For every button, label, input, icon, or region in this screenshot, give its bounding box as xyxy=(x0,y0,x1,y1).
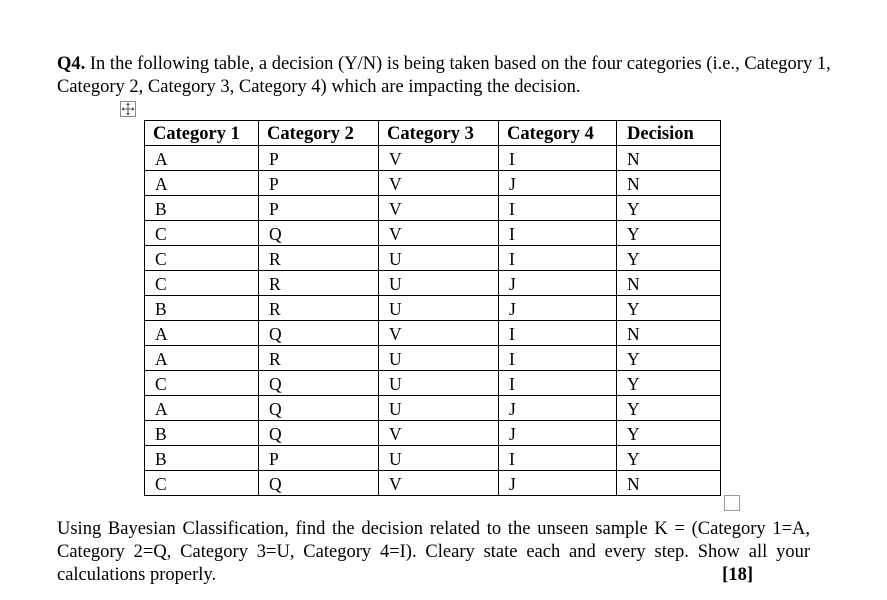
cell-category-4: J xyxy=(499,296,617,321)
cell-category-3: V xyxy=(379,471,499,496)
cell-category-2: R xyxy=(259,271,379,296)
table-move-handle-icon[interactable] xyxy=(120,101,136,117)
table-row xyxy=(145,246,721,271)
table-row xyxy=(145,421,721,446)
cell-category-4: I xyxy=(499,246,617,271)
cell-category-1: C xyxy=(145,471,259,496)
cell-decision: Y xyxy=(617,346,721,371)
cell-category-4: I xyxy=(499,146,617,171)
cell-category-4: J xyxy=(499,471,617,496)
cell-category-4: I xyxy=(499,346,617,371)
question-paragraph xyxy=(57,53,837,99)
table-row xyxy=(145,346,721,371)
cell-decision: Y xyxy=(617,246,721,271)
cell-category-1: C xyxy=(145,221,259,246)
cell-category-1: C xyxy=(145,371,259,396)
header-category-4: Category 4 xyxy=(499,121,617,146)
cell-category-4: I xyxy=(499,321,617,346)
task-text: Using Bayesian Classification, find the decision related to the unseen sample K = (Category 1=A, Category 2=Q, Category 3=U, Category 4=I). Cleary state each and every step. Show all your calculations properly. xyxy=(57,519,810,585)
cell-category-2: R xyxy=(259,246,379,271)
header-category-3: Category 3 xyxy=(379,121,499,146)
cell-category-4: I xyxy=(499,221,617,246)
header-decision: Decision xyxy=(617,121,721,146)
cell-category-3: U xyxy=(379,396,499,421)
header-category-2: Category 2 xyxy=(259,121,379,146)
cell-category-2: Q xyxy=(259,321,379,346)
header-category-1: Category 1 xyxy=(145,121,259,146)
cell-category-3: V xyxy=(379,171,499,196)
cell-category-4: J xyxy=(499,171,617,196)
cell-category-1: A xyxy=(145,321,259,346)
cell-category-1: B xyxy=(145,196,259,221)
cell-decision: N xyxy=(617,471,721,496)
cell-category-2: R xyxy=(259,296,379,321)
cell-category-1: A xyxy=(145,146,259,171)
marks-label: [18] xyxy=(722,565,753,585)
cell-category-1: B xyxy=(145,421,259,446)
table-row xyxy=(145,221,721,246)
table-body xyxy=(145,146,721,496)
cell-category-3: V xyxy=(379,196,499,221)
cell-decision: Y xyxy=(617,421,721,446)
cell-category-1: C xyxy=(145,246,259,271)
cell-category-4: I xyxy=(499,446,617,471)
cell-category-3: U xyxy=(379,246,499,271)
cell-category-1: A xyxy=(145,346,259,371)
cell-category-3: U xyxy=(379,271,499,296)
cell-category-2: Q xyxy=(259,471,379,496)
table-row xyxy=(145,171,721,196)
table-row xyxy=(145,321,721,346)
question-text: In the following table, a decision (Y/N) is being taken based on the four categories (i.e., Category 1, Category 2, Category 3, Category 4) which are impacting the decision. xyxy=(57,54,831,97)
table-header-row xyxy=(145,121,721,146)
task-paragraph xyxy=(57,518,810,587)
table-row xyxy=(145,196,721,221)
table-row xyxy=(145,146,721,171)
cell-category-1: C xyxy=(145,271,259,296)
cell-category-3: U xyxy=(379,296,499,321)
cell-decision: Y xyxy=(617,196,721,221)
decision-table xyxy=(144,120,721,496)
table-row xyxy=(145,396,721,421)
resize-square-icon[interactable] xyxy=(724,495,740,511)
cell-category-2: P xyxy=(259,146,379,171)
cell-category-2: Q xyxy=(259,421,379,446)
cell-category-1: A xyxy=(145,396,259,421)
cell-category-1: B xyxy=(145,296,259,321)
cell-decision: N xyxy=(617,321,721,346)
cell-decision: N xyxy=(617,146,721,171)
cell-category-3: U xyxy=(379,346,499,371)
cell-category-2: Q xyxy=(259,221,379,246)
cell-decision: Y xyxy=(617,296,721,321)
cell-category-4: J xyxy=(499,421,617,446)
cell-category-3: V xyxy=(379,146,499,171)
cell-category-3: V xyxy=(379,421,499,446)
table-row xyxy=(145,446,721,471)
cell-category-4: I xyxy=(499,196,617,221)
cell-category-1: B xyxy=(145,446,259,471)
cell-decision: N xyxy=(617,171,721,196)
cell-category-3: U xyxy=(379,446,499,471)
cell-category-4: J xyxy=(499,396,617,421)
cell-category-2: R xyxy=(259,346,379,371)
cell-category-2: P xyxy=(259,196,379,221)
cell-category-3: U xyxy=(379,371,499,396)
table-row xyxy=(145,471,721,496)
table-row xyxy=(145,371,721,396)
cell-decision: N xyxy=(617,271,721,296)
cell-category-3: V xyxy=(379,221,499,246)
cell-decision: Y xyxy=(617,446,721,471)
cell-decision: Y xyxy=(617,396,721,421)
cell-category-1: A xyxy=(145,171,259,196)
table-row xyxy=(145,271,721,296)
cell-category-2: P xyxy=(259,171,379,196)
cell-category-2: P xyxy=(259,446,379,471)
cell-category-3: V xyxy=(379,321,499,346)
question-number: Q4. xyxy=(57,54,86,74)
cell-decision: Y xyxy=(617,371,721,396)
cell-category-4: J xyxy=(499,271,617,296)
cell-category-2: Q xyxy=(259,396,379,421)
table-row xyxy=(145,296,721,321)
cell-decision: Y xyxy=(617,221,721,246)
cell-category-4: I xyxy=(499,371,617,396)
move-arrows-icon xyxy=(121,102,135,116)
cell-category-2: Q xyxy=(259,371,379,396)
